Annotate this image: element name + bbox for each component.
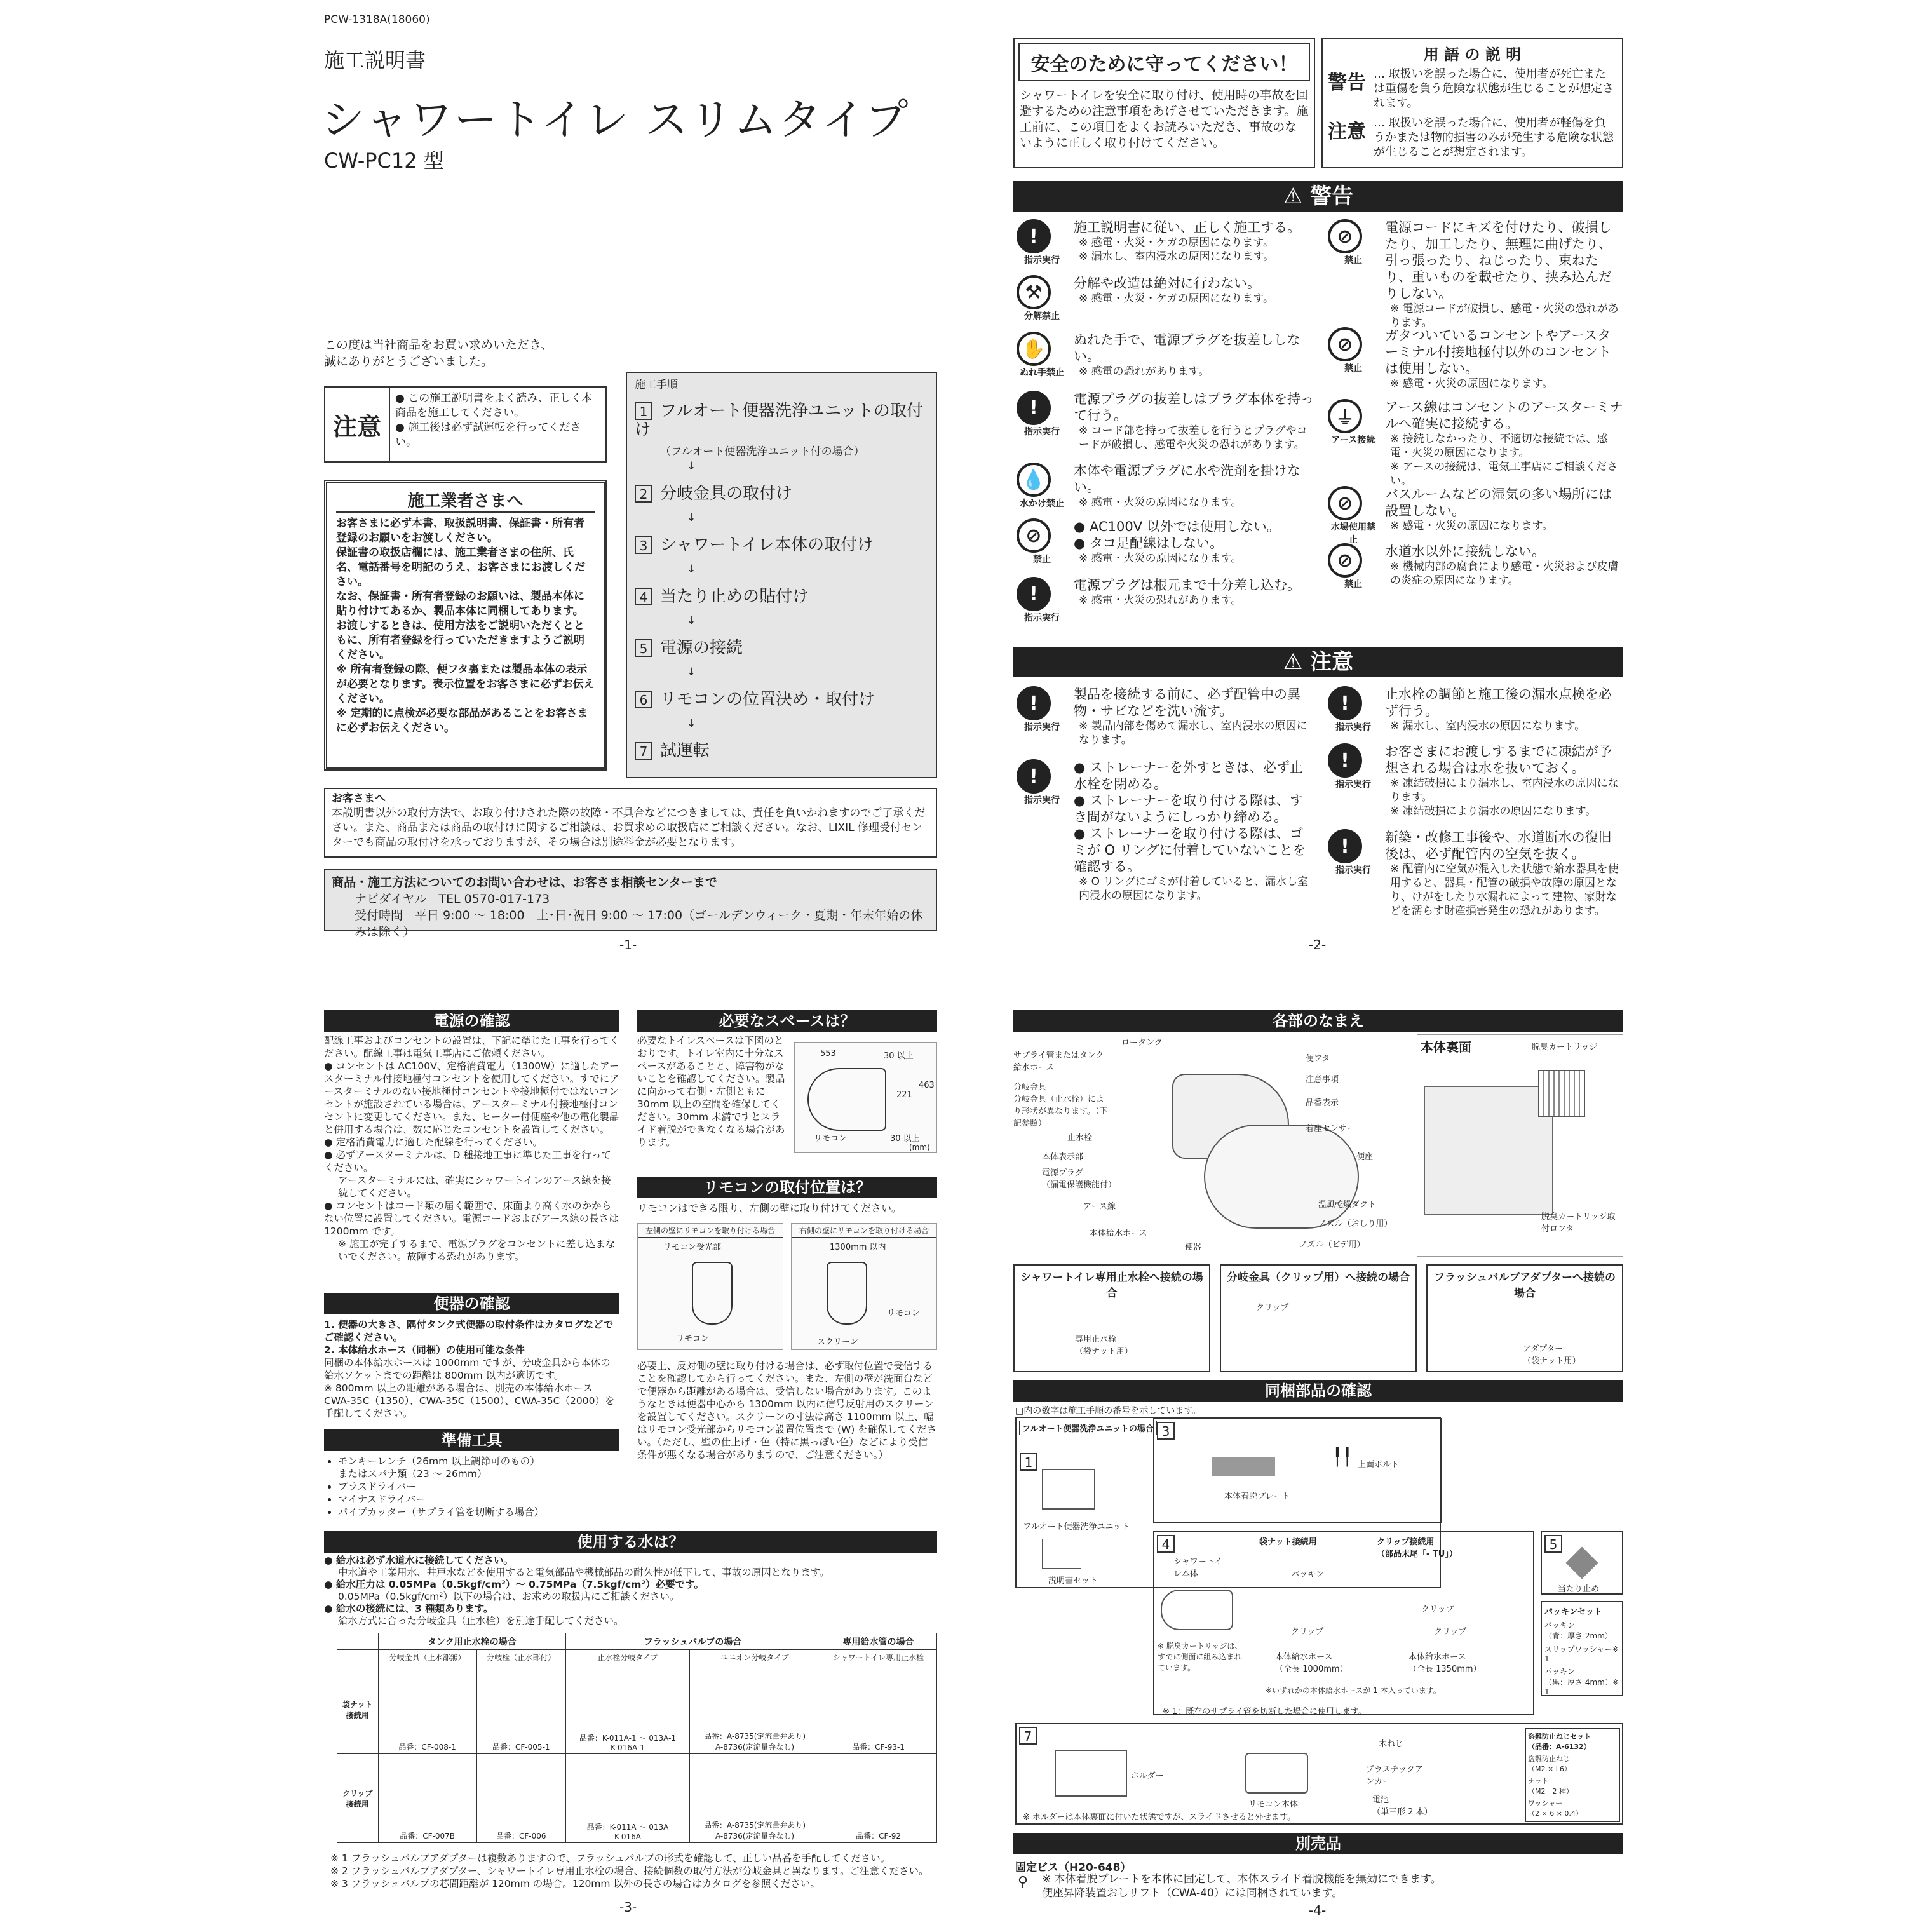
- installer-notice: [324, 480, 607, 771]
- part-label: ノズル（ビデ用）: [1299, 1240, 1365, 1250]
- step4-box: 4 シャワートイレ本体 ※ 脱臭カートリッジは、すでに側面に組み込まれています。 袋ナット接続用 パッキン クリップ 本体給水ホース （全長 1000mm） クリップ接続用 （部品末尾「- TU」） クリップ クリップ 本体給水ホース （全長 1350mm） ※いずれかの本体給水ホースが 1 本入っています。: [1153, 1531, 1534, 1715]
- part-label: 本体給水ホース （全長 1000mm）: [1275, 1652, 1348, 1674]
- mandatory-icon: !: [1017, 219, 1051, 253]
- procedure-step-note: （フルオート便器洗浄ユニット付の場合）: [660, 445, 865, 458]
- part-label: 便フタ: [1306, 1054, 1330, 1064]
- warning-item: ! 指示実行 電源プラグの抜差しはプラグ本体を持って行う。 ※ コード部を持って抜差しを行うとプラグやコードが破損し、感電や火災の恐れがあります。: [1017, 391, 1315, 452]
- terms-box: [1321, 38, 1623, 168]
- warning-item: ⊘ 禁止 水道水以外に接続しない。 ※ 機械内部の腐食により感電・火災および皮膚の炎症の原因になります。: [1328, 543, 1623, 590]
- safety-title: 安全のために守ってください！: [1018, 43, 1310, 81]
- caution-item: ! 指示実行 お客さまにお渡しするまでに凍結が予想される場合は水を抜いておく。 ※ 凍結破損により漏水し、室内浸水の原因になります。 ※ 凍結破損により漏水の原因になります。: [1328, 743, 1623, 818]
- table-cell: 品番：A-8735(定流量弁あり) A-8736(定流量弁なし): [690, 1754, 820, 1843]
- table-cell: 品番：CF-007B: [378, 1754, 476, 1843]
- theft-screw-box: 盗難防止ねじセット （品番：A-6132） 盗難防止ねじ （M2 × L6） ナット （M2 2 種） ワッシャー （2 × 6 × 0.4）: [1525, 1728, 1620, 1822]
- part-label: 電池 （単三形 2 本）: [1372, 1795, 1433, 1817]
- page-title: シャワートイレ スリムタイプ: [321, 95, 910, 145]
- receiver-label: リモコン受光部: [663, 1243, 722, 1252]
- water-notes: ※ 1 フラッシュバルブアダプターは複数ありますので、フラッシュバルブの形式を確認して、正しい品番を手配してください。 ※ 2 フラッシュバルブアダプター、シャワートイレ専用止水栓の場合、接続個数の取付方法が分岐金具と異なります。ご注意ください。 ※ 3 フラッシュバルブの芯間距離が 120mm の場合。120mm 以外の長さの場合はカタログを参照ください。: [330, 1853, 929, 1889]
- customer-text: 本説明書以外の取付方法で、お取り付けされた際の故障・不具合などにつきましては、責任を負いかねますのでご了承ください。また、商品または商品の取付けに関するご相談は、お買求めの取扱店にご相談ください。なお、LIXIL 修理受付センターでも商品の取付けを承っておりますが、その場合は別途料金が必要となります。: [332, 807, 926, 849]
- contact-line: 商品・施工方法についてのお問い合わせは、お客さま相談センターまで: [332, 875, 717, 889]
- page-number: -2-: [1309, 937, 1327, 952]
- remote-illus: [1245, 1753, 1308, 1794]
- part-label: 便器: [1185, 1243, 1202, 1252]
- bowl-section: 1. 便器の大きさ、隅付タンク式便器の取付条件はカタログなどでご確認ください。 2. 本体給水ホース（同梱）の使用可能な条件 同梱の本体給水ホースは 1000mm ですが、分岐金具から本体の給水ソケットまでの距離は 800mm 以内が適切です。 ※ 800mm 以上の距離がある場合は、別売の本体給水ホース CWA-35C（1350）、CWA-35C（1500）、CWA-35C（2000）を手配してください。: [324, 1319, 615, 1419]
- document-type: 施工説明書: [324, 48, 426, 72]
- water-prohibited-icon: 💧: [1017, 463, 1051, 497]
- section-title: 便器の確認: [324, 1293, 619, 1314]
- part-label: シャワートイレ本体: [1173, 1557, 1223, 1579]
- part-label: フルオート便器洗浄ユニット: [1023, 1522, 1130, 1532]
- water-section: ● 給水は必ず水道水に接続してください。 中水道や工業用水、井戸水などを使用すると電気部品や機械部品の耐久性が低下して、事故の原因となります。 ● 給水圧力は 0.05MPa（0.5kgf/cm²）～ 0.75MPa（7.5kgf/cm²）必要です。 0.05MPa（0.5kgf/cm²）以下の場合は、お求めの取扱店にご相談ください。 ● 給水の接続には、3 種類あります。 給水方式に合った分岐金具（止水栓）を別途手配してください。: [324, 1555, 830, 1626]
- installer-line: お客さまに必ず本書、取扱説明書、保証書・所有者登録のお願いをお渡しください。: [336, 517, 584, 544]
- part-label: 本体給水ホース: [1090, 1229, 1147, 1238]
- procedure-step: 5 電源の接続: [635, 638, 928, 658]
- part-label: 説明書セット: [1048, 1576, 1098, 1586]
- page-number: -1-: [619, 937, 637, 952]
- remote-label: リモコン: [887, 1309, 921, 1318]
- remote-text: リモコンはできる限り、左側の壁に取り付けてください。: [637, 1202, 902, 1214]
- section-title: リモコンの取付位置は？: [637, 1177, 937, 1198]
- step5-box: 5 当たり止め: [1541, 1531, 1623, 1595]
- arrow: ↓: [687, 666, 696, 679]
- space-text: 必要なトイレスペースは下図のとおりです。トイレ室内に十分なスペースがあることと、障害物がないことを確認してください。製品に向かって右側・左側ともに 30mm 以上の空間を確保してください。30mm 未満ですとスライド着脱ができなくなる場合があります。: [637, 1035, 785, 1148]
- dimension-label: 553: [820, 1049, 836, 1058]
- table-header: フラッシュバルブの場合: [565, 1633, 820, 1650]
- term-caution: 注意 … 取扱いを誤った場合に、使用者が軽傷を負うかまたは物的損害のみが発生する危険な状態が生じることが想定されます。: [1328, 116, 1614, 159]
- caution-item: ! 指示実行 製品を接続する前に、必ず配管中の異物・サビなどを洗い流す。 ※ 製品内部を傷めて漏水し、室内浸水の原因になります。: [1017, 686, 1315, 747]
- installer-line: ※ 所有者登録の際、便フタ裏または製品本体の表示が必要となります。表示位置をお客さまに必ずお伝えください。: [336, 663, 595, 705]
- procedure-step: 3 シャワートイレ本体の取付け: [635, 536, 928, 555]
- procedure-step: 6 リモコンの位置決め・取付け: [635, 690, 928, 709]
- table-cell: 品番：A-8735(定流量弁あり) A-8736(定流量弁なし): [690, 1665, 820, 1754]
- contact-hours: 受付時間 平日 9:00 ～ 18:00 土･日･祝日 9:00 ～ 17:00（ゴールデンウィーク・夏期・年末年始の休みは除く）: [355, 909, 923, 939]
- part-label: クリップ: [1256, 1303, 1289, 1313]
- bolt-icon: ╿╿: [1332, 1448, 1353, 1467]
- part-label: 脱臭カートリッジ: [1532, 1043, 1598, 1052]
- caution-item: ! 指示実行 ● ストレーナーを外すときは、必ず止水栓を閉める。 ● ストレーナーを取り付ける際は、すき間がないようにしっかり締める。 ● ストレーナーを取り付ける際は、ゴミが O リングに付着していないことを確認する。 ※ O リングにゴミが付着していると、漏水し室内浸水の原因になります。: [1017, 759, 1315, 903]
- unit-label: (mm): [909, 1143, 930, 1152]
- parts-diagram: [1013, 1036, 1414, 1255]
- part-label: 分岐金具 分岐金具（止水栓）により形状が異なります。（下記参照）: [1013, 1083, 1108, 1128]
- tools-list: • モンキーレンチ（26mm 以上調節可のもの） またはスパナ類（23 ～ 26mm） • プラスドライバー • マイナスドライバー • パイプカッター（サプライ管を切断する場合）: [324, 1455, 619, 1518]
- box-title: フルオート便器洗浄ユニットの場合: [1019, 1421, 1157, 1435]
- unit-box-illus: [1042, 1469, 1095, 1510]
- table-header: 専用給水管の場合: [820, 1633, 937, 1650]
- dimension-label: 30 以上: [884, 1051, 914, 1061]
- section-title: 別売品: [1013, 1833, 1623, 1854]
- prohibit-icon: ⊘: [1328, 219, 1362, 253]
- caution-item: ! 指示実行 止水栓の調節と施工後の漏水点検を必ず行う。 ※ 漏水し、室内浸水の原因になります。: [1328, 686, 1623, 733]
- caution-item: ● この施工説明書をよく読み、正しく本商品を施工してください。: [395, 392, 593, 419]
- warning-triangle-icon: ⚠: [1283, 184, 1303, 209]
- installer-title: 施工業者さまへ: [336, 488, 595, 513]
- dimension-label: 221: [896, 1090, 912, 1100]
- part-label: アダプター （袋ナット用）: [1523, 1344, 1581, 1366]
- part-note: ※ 脱臭カートリッジは、すでに側面に組み込まれています。: [1158, 1642, 1243, 1672]
- screw-icon: ⚲: [1018, 1874, 1029, 1890]
- earth-connect-icon: ⏚: [1328, 399, 1362, 433]
- prohibit-icon: ⊘: [1328, 543, 1362, 578]
- mandatory-icon: !: [1017, 577, 1051, 611]
- part-label: クリップ: [1434, 1627, 1467, 1637]
- part-label: 着座センサー: [1306, 1124, 1356, 1133]
- procedure-box: [626, 372, 937, 778]
- diagram-title: 右側の壁にリモコンを取り付ける場合: [792, 1224, 936, 1238]
- terms-title: 用 語 の 説 明: [1423, 46, 1522, 64]
- table-cell: 品番：K-011A ～ 013A K-016A: [565, 1754, 689, 1843]
- connect-option: シャワートイレ専用止水栓へ接続の場合 専用止水栓 （袋ナット用）: [1013, 1264, 1210, 1372]
- space-diagram: [794, 1042, 937, 1153]
- table-row-header: 袋ナット接続用: [337, 1665, 379, 1754]
- table-subheader: 分岐栓（止水部付）: [476, 1650, 565, 1665]
- document-code: PCW-1318A(18060): [324, 13, 430, 26]
- part-label: クリップ: [1291, 1627, 1324, 1637]
- arrow: ↓: [687, 563, 696, 576]
- table-subheader: 分岐金具（止水部無）: [378, 1650, 476, 1665]
- warning-triangle-icon: ⚠: [1283, 649, 1303, 675]
- caution-item: ! 指示実行 新築・改修工事後や、水道断水の復旧後は、必ず配管内の空気を抜く。 ※ 配管内に空気が混入した状態で給水器具を使用すると、器具・配管の破損や故障の原因となり、けがをしたり水漏れによって建物、家財などを濡らす財産損害発生の恐れがあります。: [1328, 829, 1623, 918]
- warning-item: ⚒ 分解禁止 分解や改造は絶対に行わない。 ※ 感電・火災・ケガの原因になります。: [1017, 275, 1315, 322]
- page-number: -4-: [1309, 1903, 1327, 1918]
- section-title: 同梱部品の確認: [1013, 1380, 1623, 1402]
- bathroom-prohibited-icon: ⊘: [1328, 486, 1362, 520]
- arrow: ↓: [687, 614, 696, 627]
- table-subheader: ユニオン分岐タイプ: [690, 1650, 820, 1665]
- part-label: サプライ管またはタンク給水ホース: [1013, 1051, 1104, 1072]
- contents-note: □内の数字は施工手順の番号を示しています。: [1015, 1406, 1201, 1416]
- toilet-outline: [807, 1068, 886, 1131]
- deodorizing-cartridge: [1538, 1070, 1585, 1117]
- safety-box: [1013, 38, 1315, 168]
- customer-notice: [324, 788, 937, 858]
- diagram-title: 本体裏面: [1421, 1039, 1471, 1055]
- toilet-seat: [1204, 1125, 1359, 1229]
- prohibit-icon: ⊘: [1017, 518, 1051, 553]
- installer-line: お渡しするときは、使用方法をご説明いただくとともに、所有者登録を行っていただきますようご説明ください。: [336, 619, 584, 661]
- mandatory-icon: !: [1328, 829, 1362, 863]
- section-title: 各部のなまえ: [1013, 1010, 1623, 1032]
- procedure-title: 施工手順: [635, 379, 678, 391]
- contact-box: [324, 869, 937, 939]
- part-label: 本体給水ホース （全長 1350mm）: [1408, 1652, 1482, 1674]
- arrow: ↓: [687, 460, 696, 473]
- option-name: 固定ビス（H20-648）: [1015, 1861, 1132, 1874]
- customer-title: お客さまへ: [332, 792, 386, 805]
- power-section: 配線工事およびコンセントの設置は、下記に準じた工事を行ってください。配線工事は電気工事店にご依頼ください。 ● コンセントは AC100V、定格消費電力（1300W）に適したアースターミナル付接地極付コンセントを使用してください。すでにアースターミナルのない接地極付コンセントや接地極付ではないコンセントが施設されている場合は、アースターミナル付接地極付コンセントに変更してください。また、ヒーター付便座や他の電化製品と併用する場合は、数に応じたコンセントを設置してください。 ● 定格消費電力に適した配線を行ってください。 ● 必ずアースターミナルは、D 種接地工事に準じた工事を行ってください。 アースターミナルには、確実にシャワートイレのアース線を接続してください。 ● コンセントはコード類の届く範囲で、床面より高く水のかからない位置に設置してください。電源コードおよびアース線の長さは 1200mm です。 ※ 施工が完了するまで、電源プラグをコンセントに差し込まないでください。故障する恐れがあります。: [324, 1035, 620, 1262]
- part-label: リモコン本体: [1248, 1800, 1299, 1809]
- mandatory-icon: !: [1017, 686, 1051, 720]
- remote-note: 必要上、反対側の壁に取り付ける場合は、必ず取付位置で受信することを確認してから行ってください。また、左側の壁が洗面台などで便器から距離がある場合は、受信しない場合があります。このようなときは便器中心から 1300mm 以内に信号反射用のスクリーンを設置してください。スクリーンの寸法は高さ 1100mm 以上、幅はリモコン受光部からリモコン設置位置まで (W) を確保してください。（ただし、壁の仕上げ・色（特に黒っぽい色）などにより受信条件が悪くなる場合がありますので、ご注意ください。）: [637, 1360, 937, 1461]
- part-label: 止水栓: [1067, 1133, 1093, 1143]
- option-text: ※ 本体着脱プレートを本体に固定して、本体スライド着脱機能を無効にできます。 便座昇降装置おしリフト（CWA-40）には同梱されています。: [1042, 1873, 1442, 1900]
- procedure-step: 1 フルオート便器洗浄ユニットの取付け: [635, 402, 923, 440]
- part-label: パッキン: [1291, 1570, 1324, 1579]
- table-row-header: クリップ接続用: [337, 1754, 379, 1843]
- remote-right-diagram: [791, 1223, 937, 1350]
- step-number-box: 1: [1020, 1453, 1045, 1471]
- remote-label: リモコン: [676, 1334, 710, 1344]
- warning-item: ! 指示実行 電源プラグは根元まで十分差し込む。 ※ 感電・火災の恐れがあります。: [1017, 577, 1315, 624]
- prohibit-icon: ⊘: [1328, 327, 1362, 361]
- holder-illus: [1055, 1750, 1127, 1797]
- part-label: 電源プラグ （漏電保護機能付）: [1042, 1168, 1117, 1190]
- page-number: -3-: [619, 1900, 637, 1915]
- body-back-diagram: [1417, 1034, 1623, 1257]
- wet-hand-prohibited-icon: ✋: [1017, 332, 1051, 366]
- diagram-title: 左側の壁にリモコンを取り付ける場合: [638, 1224, 783, 1238]
- caution-header: ⚠ 注意: [1013, 647, 1623, 677]
- safety-text: シャワートイレを安全に取り付け、使用時の事故を回避するための注意事項をあげさせていただきます。施工前に、この項目をよくお読みいただき、事故のないように正しく取り付けてください。: [1020, 88, 1309, 150]
- part-label: ノズル（おしり用）: [1318, 1219, 1393, 1229]
- caution-box: [324, 386, 607, 463]
- installer-line: なお、保証書・所有者登録のお願いは、製品本体に貼り付けてあるか、製品本体に同梱してあります。: [336, 590, 584, 618]
- packing-set-box: パッキンセット パッキン （青：厚さ 2mm） スリップワッシャー※ 1 パッキン （黒：厚さ 4mm）※ 1: [1541, 1601, 1623, 1696]
- toilet-front: [692, 1262, 733, 1325]
- section-title: 必要なスペースは？: [637, 1010, 937, 1032]
- remote-left-diagram: [637, 1223, 783, 1350]
- warning-item: ⊘ 水場使用禁止 バスルームなどの湿気の多い場所には設置しない。 ※ 感電・火災の原因になります。: [1328, 486, 1623, 546]
- table-subheader: 止水栓分岐タイプ: [565, 1650, 689, 1665]
- step7-box: 7 ホルダー リモコン本体 木ねじ プラスチックアンカー 電池 （単三形 2 本） 盗難防止ねじセット （品番：A-6132） 盗難防止ねじ （M2 × L6） ナット （M2 2 種） ワッシャー （2 × 6 × 0.4） ※ ホルダーは本体裏面に付いた状態ですが、スライドさせると外せます。: [1015, 1723, 1623, 1825]
- part-label: 便座: [1356, 1152, 1374, 1162]
- part-label: 本体着脱プレート: [1224, 1492, 1290, 1501]
- body-back: [1424, 1086, 1553, 1215]
- model-number: CW-PC12 型: [324, 149, 444, 173]
- section-title: 準備工具: [324, 1429, 619, 1451]
- water-connection-table: [337, 1633, 937, 1843]
- term-warning: 警告 … 取扱いを誤った場合に、使用者が死亡または重傷を負う危険な状態が生じることが想定されます。: [1328, 67, 1614, 110]
- manual-illus: [1042, 1539, 1081, 1569]
- table-cell: 品番：CF-92: [820, 1754, 937, 1843]
- caution-item: ● 施工後は必ず試運転を行ってください。: [395, 421, 581, 449]
- part-label: クリップ: [1421, 1605, 1454, 1614]
- table-cell: 品番：CF-93-1: [820, 1665, 937, 1754]
- mandatory-icon: !: [1328, 743, 1362, 778]
- step3-box: 3 本体着脱プレート ╿╿ 上面ボルト: [1153, 1418, 1442, 1523]
- part-label: 上面ボルト: [1358, 1460, 1400, 1469]
- part-label: ロータンク: [1121, 1038, 1163, 1048]
- table-header: タンク用止水栓の場合: [378, 1633, 565, 1650]
- screen-label: スクリーン: [817, 1337, 858, 1347]
- sub-title: 袋ナット接続用: [1259, 1537, 1317, 1547]
- part-label: 専用止水栓 （袋ナット用）: [1075, 1335, 1133, 1356]
- part-note: ※ ホルダーは本体裏面に付いた状態ですが、スライドさせると外せます。: [1023, 1813, 1296, 1822]
- plate-illus: [1212, 1457, 1275, 1476]
- toilet-front: [827, 1262, 867, 1325]
- connect-option: フラッシュバルブアダプターへ接続の場合 アダプター （袋ナット用）: [1426, 1264, 1623, 1372]
- mandatory-icon: !: [1328, 686, 1362, 720]
- contact-phone: ナビダイヤル TEL 0570-017-173: [355, 892, 550, 906]
- part-label: プラスチックアンカー: [1366, 1765, 1423, 1787]
- caution-label: 注意: [325, 388, 390, 461]
- part-label: 脱臭カートリッジ取付ロフタ: [1541, 1212, 1616, 1234]
- part-label: 木ねじ: [1379, 1739, 1404, 1749]
- mandatory-icon: !: [1017, 391, 1051, 425]
- part-note: ※いずれかの本体給水ホースが 1 本入っています。: [1266, 1686, 1441, 1695]
- table-cell: 品番：K-011A-1 ～ 013A-1 K-016A-1: [565, 1665, 689, 1754]
- disassembly-prohibited-icon: ⚒: [1017, 275, 1051, 309]
- contents-note: ※ 1：既存のサプライ管を切断した場合に使用します。: [1163, 1707, 1367, 1717]
- mandatory-icon: !: [1017, 759, 1051, 794]
- warning-item: ⊘ 禁止 ガタついているコンセントやアースターミナル付接地極付以外のコンセントは使用しない。 ※ 感電・火災の原因になります。: [1328, 327, 1623, 391]
- installer-line: 保証書の取扱店欄には、施工業者さまの住所、氏名、電話番号を明記のうえ、お客さまにお渡しください。: [336, 546, 586, 588]
- warning-item: ⊘ 禁止 ● AC100V 以外では使用しない。 ● タコ足配線はしない。 ※ 感電・火災の原因になります。: [1017, 518, 1315, 565]
- section-title: 電源の確認: [324, 1010, 619, 1032]
- body-illus: [1161, 1590, 1233, 1630]
- remote-label: リモコン: [814, 1134, 848, 1144]
- part-label: 品番表示: [1306, 1098, 1339, 1108]
- procedure-step: 4 当たり止めの貼付け: [635, 587, 928, 606]
- warning-header: ⚠ 警告: [1013, 181, 1623, 212]
- part-label: 注意事項: [1306, 1075, 1339, 1084]
- part-label: アース線: [1083, 1202, 1116, 1212]
- dimension-label: 30 以上: [890, 1134, 920, 1144]
- arrow: ↓: [687, 511, 696, 524]
- warning-item: ✋ ぬれ手禁止 ぬれた手で、電源プラグを抜差ししない。 ※ 感電の恐れがあります。: [1017, 332, 1315, 379]
- intro-text: この度は当社商品をお買い求めいただき、 誠にありがとうございました。: [324, 338, 553, 368]
- installer-line: ※ 定期的に点検が必要な部品があることをお客さまに必ずお伝えください。: [336, 707, 588, 734]
- stopper-illus: [1566, 1547, 1598, 1579]
- table-subheader: シャワートイレ専用止水栓: [820, 1650, 937, 1665]
- table-cell: 品番：CF-006: [476, 1754, 565, 1843]
- table-cell: 品番：CF-005-1: [476, 1665, 565, 1754]
- warning-item: ⊘ 禁止 電源コードにキズを付けたり、破損したり、加工したり、無理に曲げたり、引っ張ったり、ねじったり、束ねたり、重いものを載せたり、挟み込んだりしない。 ※ 電源コードが破損し、感電・火災の恐れがあります。: [1328, 219, 1623, 330]
- distance-label: 1300mm 以内: [830, 1243, 886, 1252]
- table-cell: 品番：CF-008-1: [378, 1665, 476, 1754]
- connect-option: 分岐金具（クリップ用）へ接続の場合 クリップ: [1220, 1264, 1417, 1372]
- part-label: 当たり止め: [1558, 1584, 1600, 1594]
- part-label: 温風乾燥ダクト: [1318, 1200, 1377, 1210]
- procedure-step: 7 試運転: [635, 741, 928, 760]
- part-label: 本体表示部: [1042, 1152, 1084, 1162]
- warning-item: 💧 水かけ禁止 本体や電源プラグに水や洗剤を掛けない。 ※ 感電・火災の原因になります。: [1017, 463, 1315, 510]
- dimension-label: 463: [919, 1081, 935, 1090]
- sub-title: クリップ接続用 （部品末尾「- TU」）: [1377, 1537, 1457, 1559]
- section-title: 使用する水は？: [324, 1531, 937, 1553]
- procedure-step: 2 分岐金具の取付け: [635, 484, 928, 503]
- warning-item: ! 指示実行 施工説明書に従い、正しく施工する。 ※ 感電・火災・ケガの原因になります。 ※ 漏水し、室内浸水の原因になります。: [1017, 219, 1315, 266]
- part-label: ホルダー: [1131, 1771, 1164, 1781]
- warning-item: ⏚ アース接続 アース線はコンセントのアースターミナルへ確実に接続する。 ※ 接続しなかったり、不適切な接続では、感電・火災の原因になります。 ※ アースの接続は、電気工事店にご相談ください。: [1328, 399, 1623, 488]
- arrow: ↓: [687, 717, 696, 730]
